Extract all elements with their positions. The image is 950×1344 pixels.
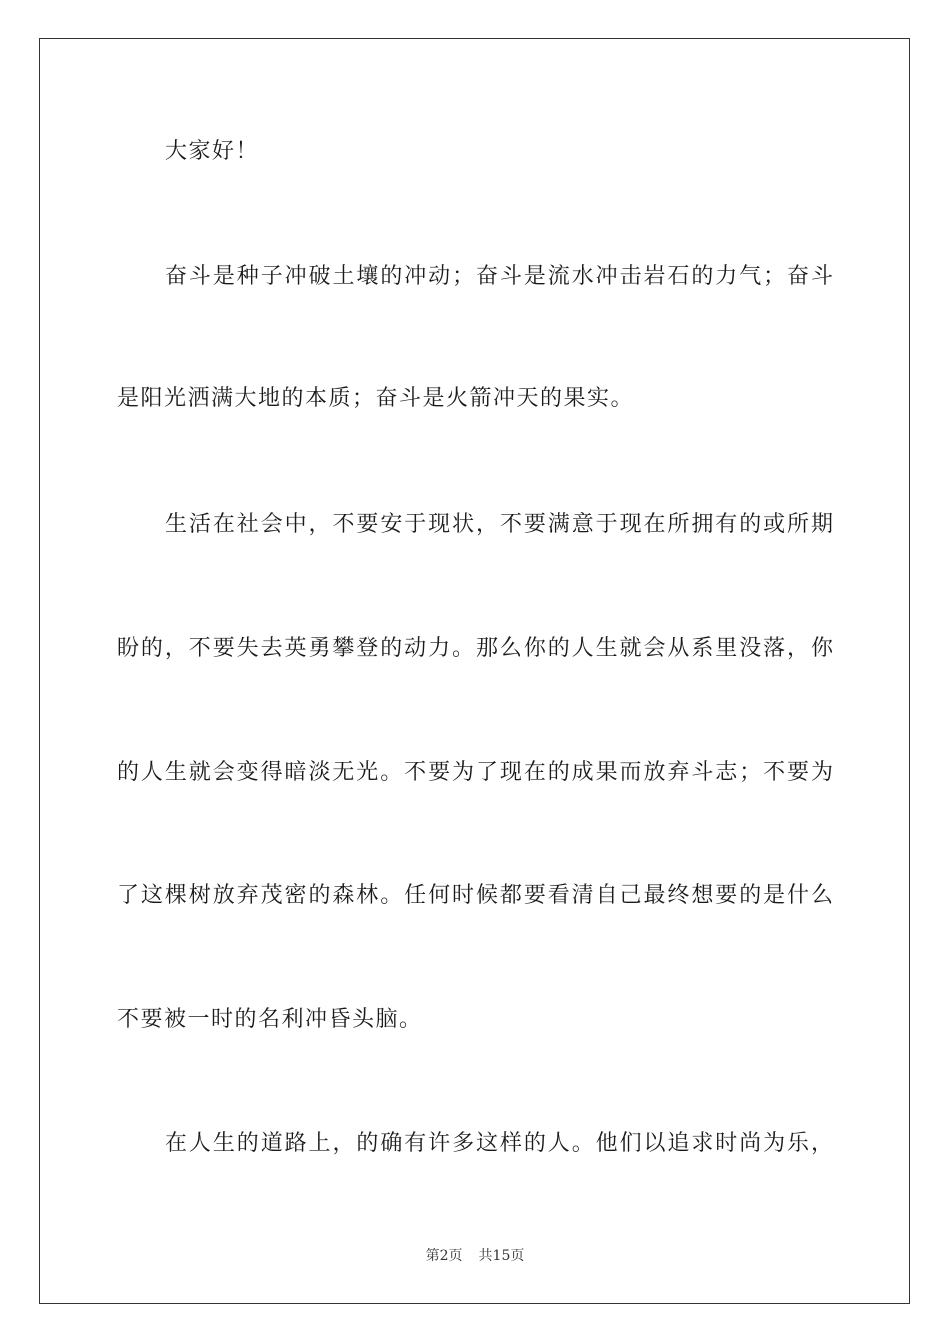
paragraph-line: 生活在社会中，不要安于现状，不要满意于现在所拥有的或所期 bbox=[165, 512, 833, 537]
paragraph-line: 奋斗是种子冲破土壤的冲动；奋斗是流水冲击岩石的力气；奋斗 bbox=[165, 264, 833, 289]
paragraph-line: 在人生的道路上，的确有许多这样的人。他们以追求时尚为乐， bbox=[165, 1131, 833, 1156]
greeting-line: 大家好！ bbox=[165, 139, 260, 164]
page-footer bbox=[0, 1247, 950, 1265]
paragraph-line: 是阳光洒满大地的本质；奋斗是火箭冲天的果实。 bbox=[117, 386, 635, 411]
paragraph-line: 了这棵树放弃茂密的森林。任何时候都要看清自己最终想要的是什么 bbox=[117, 883, 833, 908]
page-number: 第2页 bbox=[425, 1248, 463, 1264]
paragraph-line: 不要被一时的名利冲昏头脑。 bbox=[117, 1007, 423, 1032]
total-pages: 共15页 bbox=[478, 1248, 525, 1264]
paragraph-line: 盼的，不要失去英勇攀登的动力。那么你的人生就会从系里没落，你 bbox=[117, 636, 833, 661]
page-border bbox=[39, 38, 910, 1304]
paragraph-line: 的人生就会变得暗淡无光。不要为了现在的成果而放弃斗志；不要为 bbox=[117, 760, 833, 785]
